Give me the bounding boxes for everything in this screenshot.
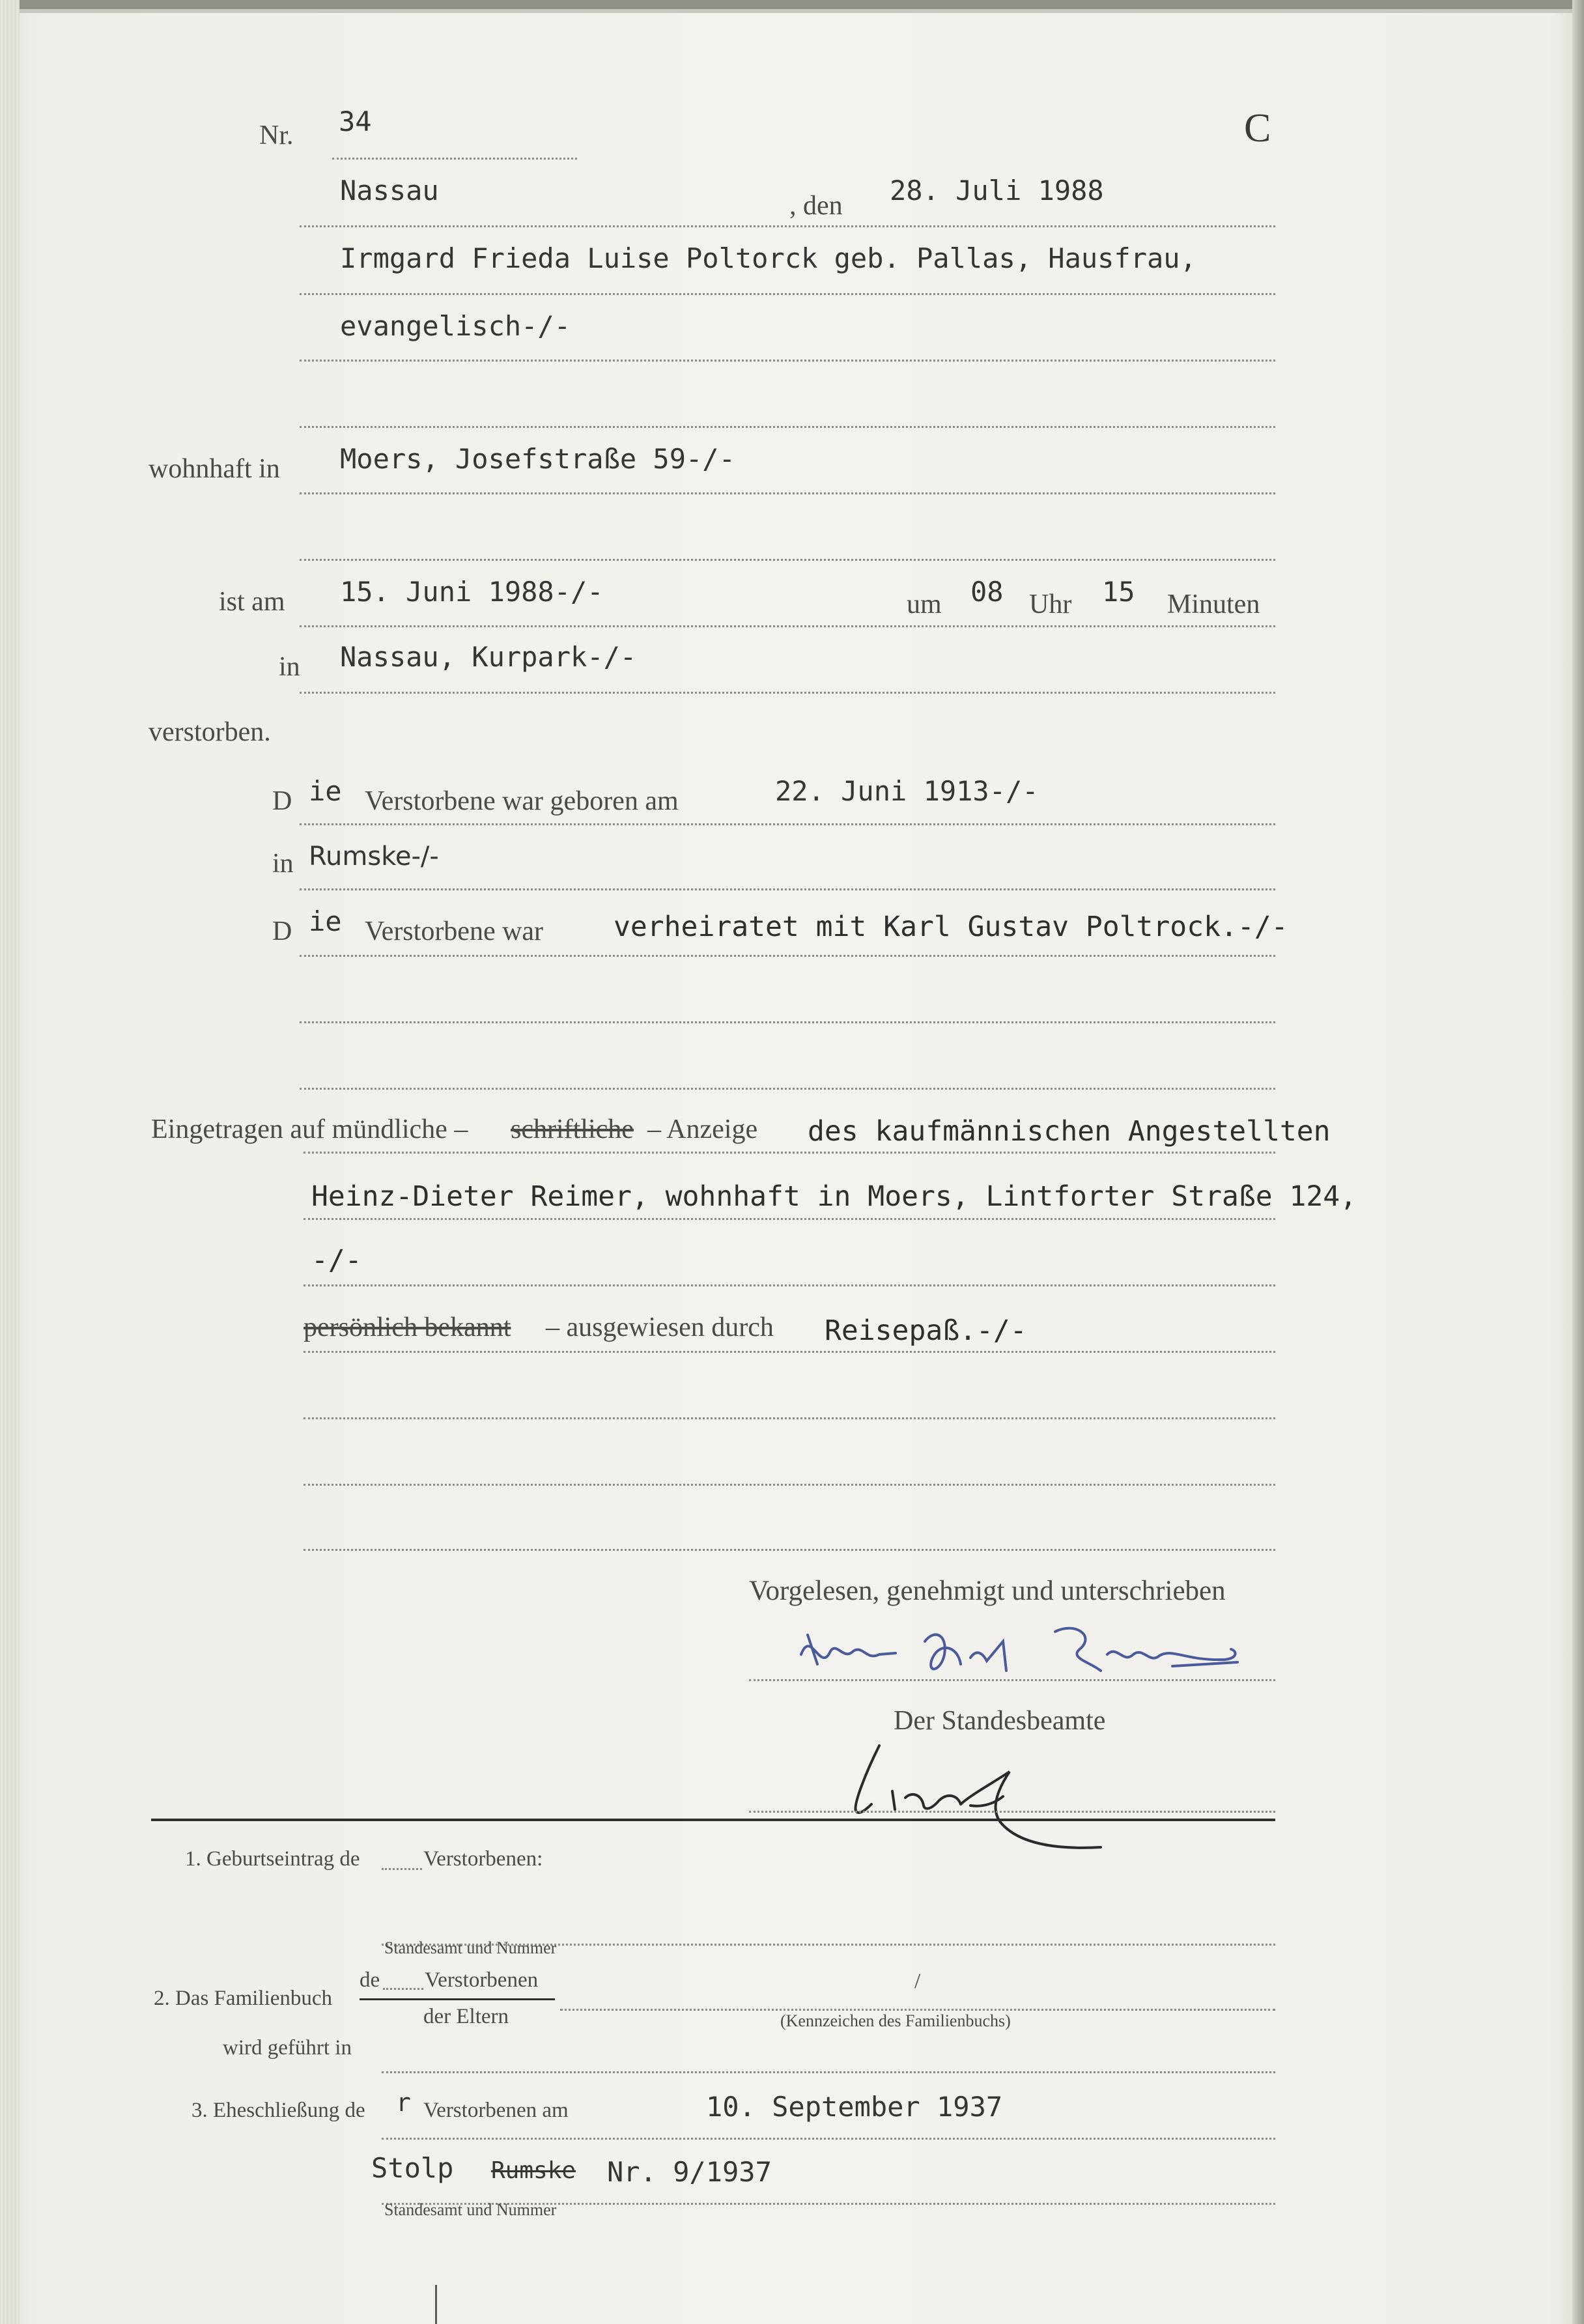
informant-line-1-rule [304, 1152, 1275, 1154]
birth-date: 22. Juni 1913-/- [775, 775, 1039, 807]
informant-signature-line [749, 1679, 1275, 1681]
item2-slash: / [914, 1970, 921, 1993]
um-label: um [907, 589, 942, 619]
marital-value: verheiratet mit Karl Gustav Poltrock.-/- [614, 911, 1288, 943]
form-letter: C [1244, 106, 1271, 150]
verstorben-label: verstorben. [148, 717, 271, 747]
nr-line [332, 158, 577, 160]
item3-struck-office: Rumske [491, 2157, 576, 2184]
date-value: 28. Juli 1988 [890, 175, 1104, 206]
residence-value: Moers, Josefstraße 59-/- [340, 443, 735, 475]
birth-place: Rumske-/- [309, 842, 439, 872]
death-place: Nassau, Kurpark-/- [340, 641, 637, 673]
death-hour: 08 [970, 576, 1004, 608]
informant-line-2-rule [304, 1218, 1275, 1220]
item1-suffix: Verstorbenen: [423, 1847, 543, 1871]
item2-gefuehrt: wird geführt in [223, 2036, 352, 2060]
birth-in-label: in [272, 849, 294, 879]
item3-r: r [396, 2088, 411, 2117]
item1-label: 1. Geburtseintrag de [185, 1847, 360, 1871]
item3-date-line [382, 2138, 1275, 2140]
marital-label: Verstorbene war [365, 916, 544, 946]
informant-line-2: Heinz-Dieter Reimer, wohnhaft in Moers, Lintforter Straße 124, [311, 1180, 1357, 1213]
marital-ie: ie [309, 905, 342, 937]
persoenlich-bekannt-struck: persönlich bekannt [304, 1312, 511, 1342]
registrar-signature [840, 1733, 1114, 1863]
book-edge-right [1572, 0, 1584, 2324]
vorgelesen-label: Vorgelesen, genehmigt und unterschrieben [749, 1576, 1226, 1606]
nr-value: 34 [339, 106, 372, 137]
birth-ie: ie [309, 775, 342, 807]
name-line [300, 293, 1275, 295]
death-in-label: in [279, 652, 300, 682]
blank-line-2 [300, 559, 1275, 561]
residence-line [300, 492, 1275, 494]
ausgewiesen-label: – ausgewiesen durch [546, 1312, 774, 1342]
schriftliche-struck: schriftliche [511, 1114, 634, 1144]
item2-kennzeichen: (Kennzeichen des Familienbuchs) [780, 2011, 1011, 2030]
binding-mark [435, 2285, 437, 2324]
item2-label: 2. Das Familienbuch [154, 1987, 333, 2010]
place-value: Nassau [340, 175, 439, 206]
item2-de: de [360, 1968, 380, 1992]
date-line [300, 225, 1275, 227]
standesbeamte-label: Der Standesbeamte [894, 1706, 1106, 1736]
minuten-label: Minuten [1167, 589, 1260, 619]
standesamt-nummer-2: Standesamt und Nummer [384, 2200, 557, 2219]
marital-d-label: D [272, 916, 292, 946]
informant-line-1: des kaufmännischen Angestellten [808, 1115, 1331, 1148]
den-label: , den [789, 191, 843, 221]
blank-line-1 [300, 426, 1275, 428]
person-name: Irmgard Frieda Luise Poltorck geb. Pallas, Hausfrau, [340, 242, 1196, 274]
item3-label: 3. Eheschließung de [191, 2099, 365, 2122]
standesamt-nummer-1: Standesamt und Nummer [384, 1938, 557, 1957]
wohnhaft-label: wohnhaft in [148, 454, 280, 484]
blank-line-5 [304, 1417, 1275, 1419]
item3-nr: Nr. 9/1937 [607, 2156, 772, 2188]
book-edge-top-inner [0, 9, 1584, 13]
death-date: 15. Juni 1988-/- [340, 576, 604, 608]
informant-line-3: -/- [311, 1244, 362, 1277]
blank-line-3 [300, 1021, 1275, 1023]
death-place-line [300, 692, 1275, 694]
uhr-label: Uhr [1029, 589, 1072, 619]
informant-line-3-rule [304, 1284, 1275, 1286]
footer-divider [151, 1819, 1275, 1821]
item2-verstorbenen: Verstorbenen [425, 1968, 539, 1992]
book-edge-top [0, 0, 1584, 9]
item2-line [560, 2009, 1275, 2011]
blank-line-7 [304, 1549, 1275, 1551]
birth-d-label: D [272, 786, 292, 816]
item3-date: 10. September 1937 [706, 2091, 1003, 2123]
id-document: Reisepaß.-/- [825, 1314, 1027, 1347]
religion-line [300, 360, 1275, 361]
item2-bar [360, 1998, 555, 2000]
page-stack-left [0, 0, 20, 2324]
birth-label: Verstorbene war geboren am [365, 786, 679, 816]
id-line [304, 1351, 1275, 1353]
item3-office: Stolp [371, 2152, 454, 2184]
death-date-line [300, 625, 1275, 627]
marital-line [300, 955, 1275, 957]
ist-am-label: ist am [219, 587, 285, 617]
item2-de-dots [383, 1988, 423, 1990]
informant-signature [782, 1615, 1277, 1687]
anzeige-label: – Anzeige [647, 1114, 758, 1144]
blank-line-4 [300, 1088, 1275, 1090]
item2-eltern: der Eltern [423, 2005, 509, 2028]
birth-date-line [300, 823, 1275, 825]
item3-label2: Verstorbenen am [423, 2099, 569, 2122]
blank-line-6 [304, 1484, 1275, 1486]
death-minute: 15 [1102, 576, 1135, 608]
item1-de-dots [382, 1868, 422, 1870]
item2-gefuehrt-line [382, 2071, 1275, 2073]
birth-place-line [300, 888, 1275, 890]
eingetragen-label: Eingetragen auf mündliche – [151, 1114, 468, 1144]
nr-label: Nr. [259, 120, 294, 150]
religion-value: evangelisch-/- [340, 310, 571, 342]
registrar-signature-line [749, 1811, 1275, 1813]
